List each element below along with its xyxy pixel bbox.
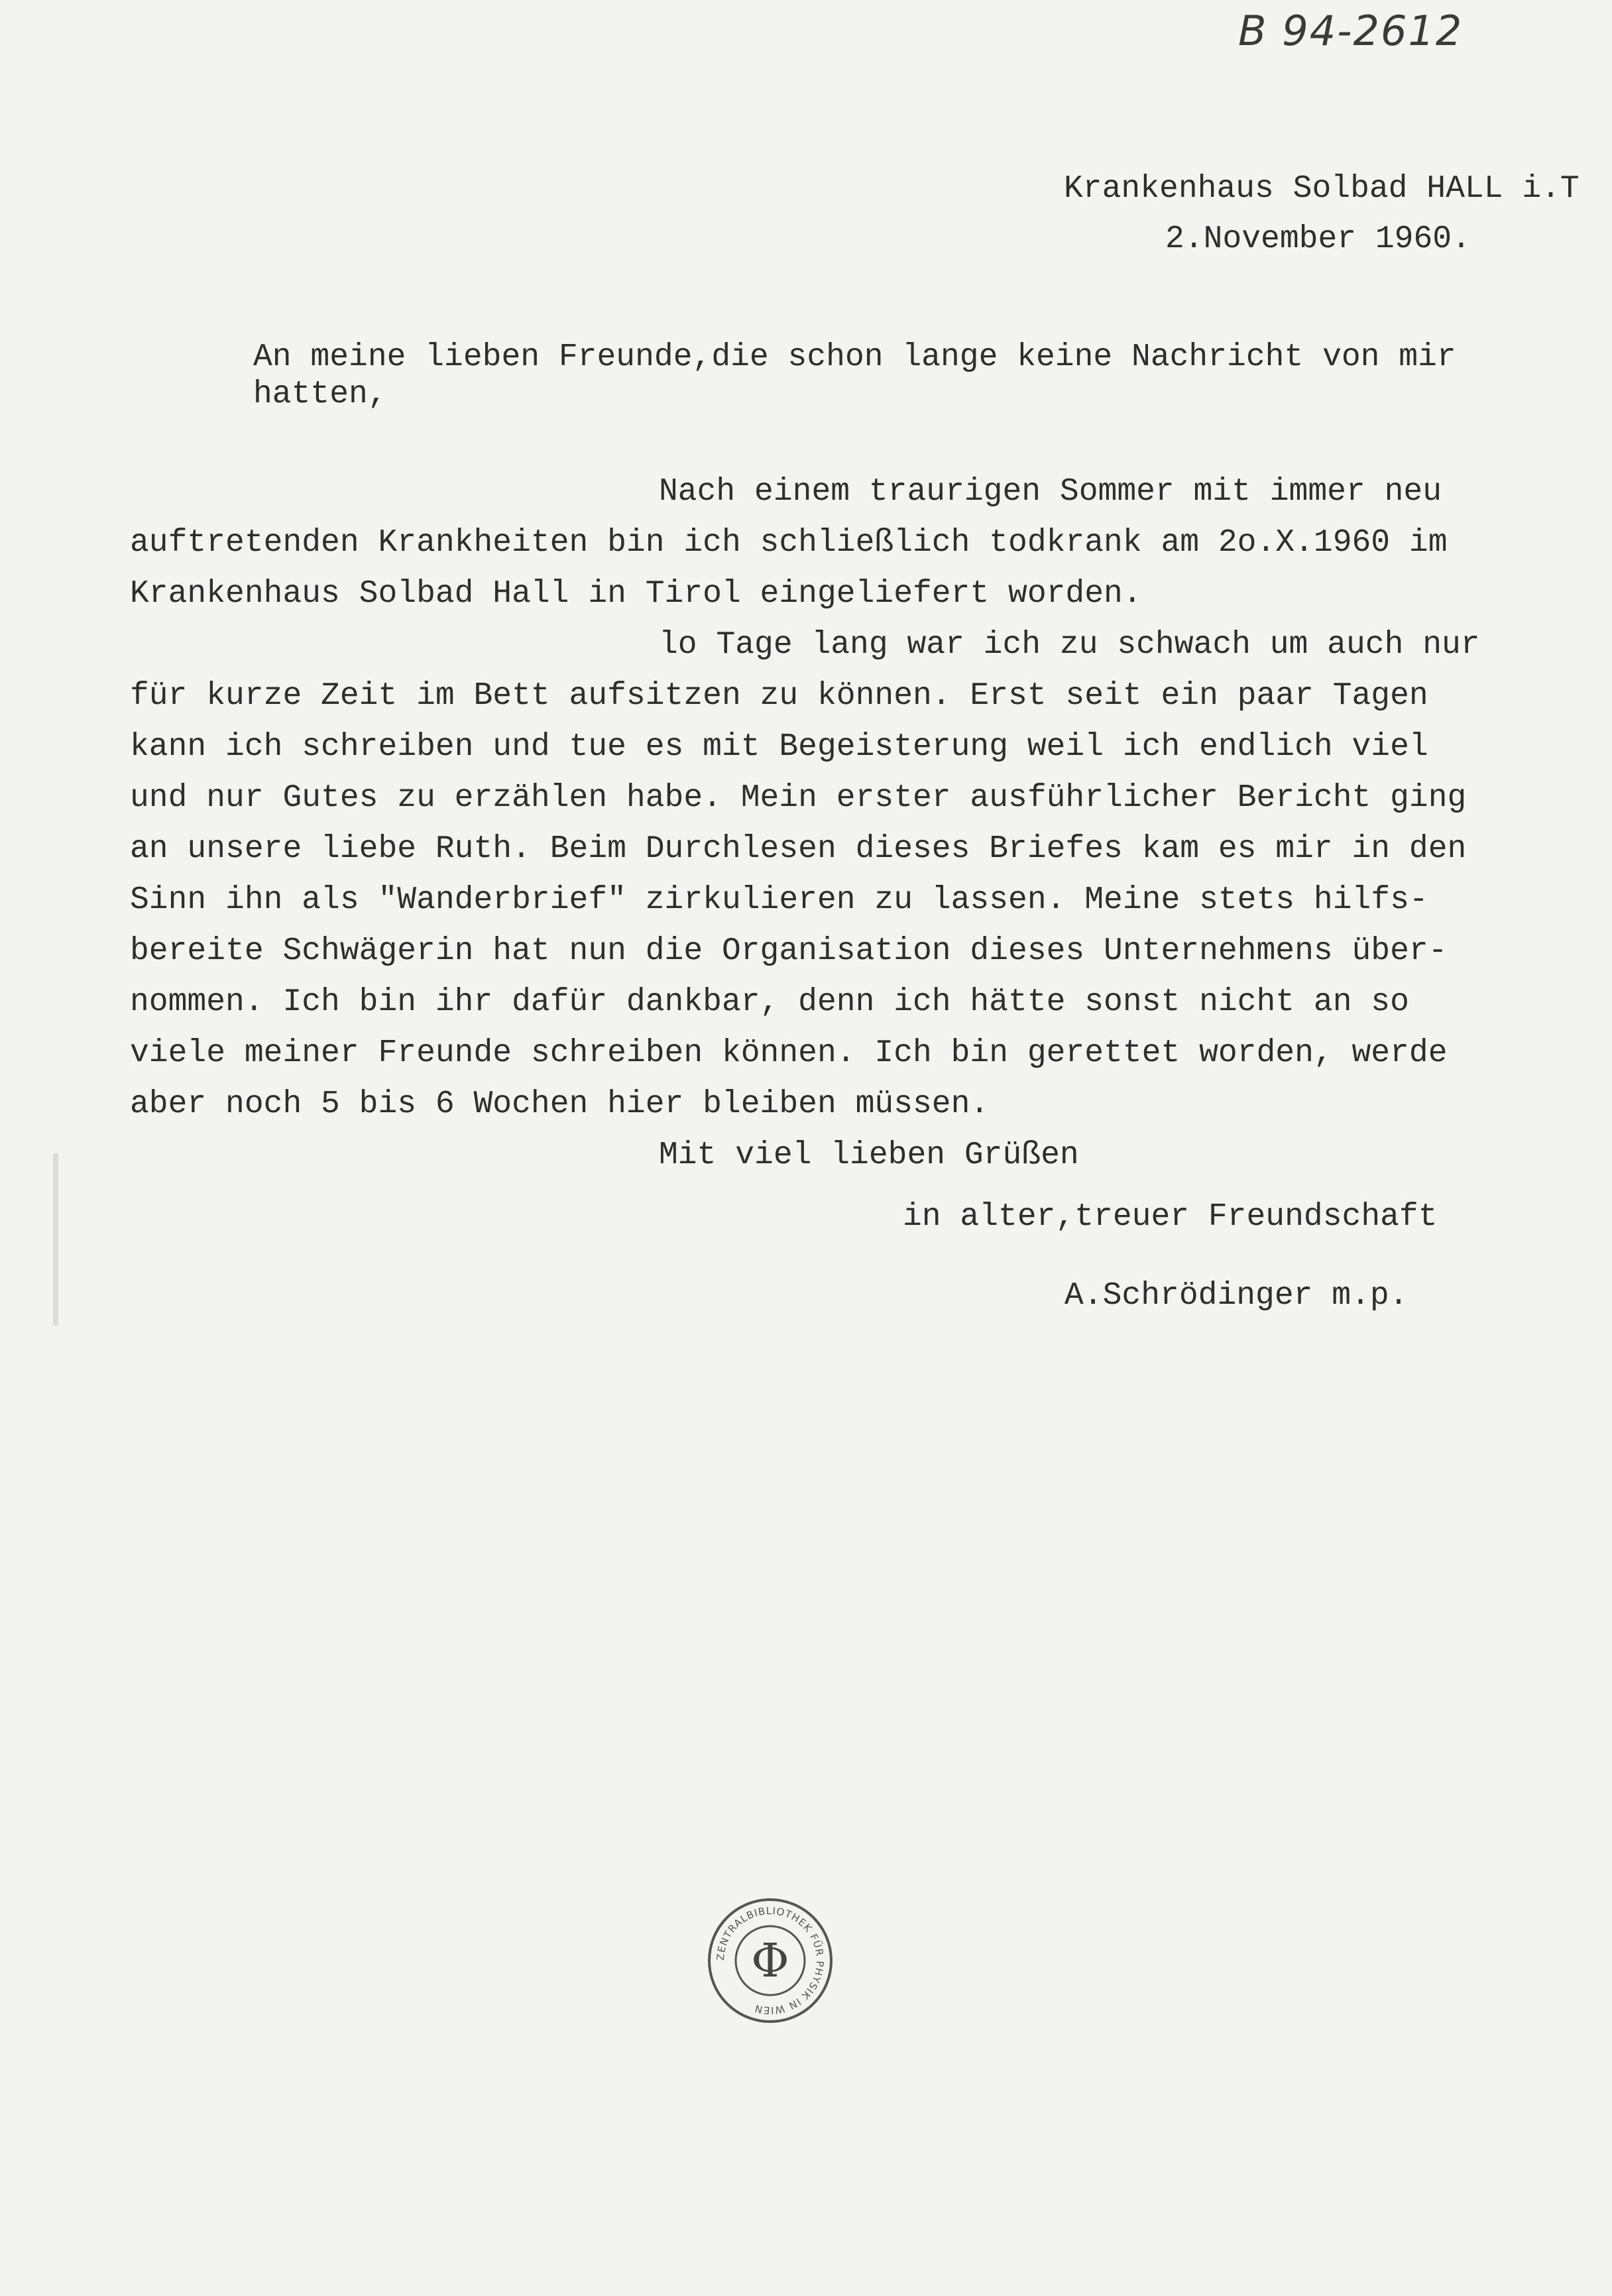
stamp-ring-text: ZENTRALBIBLIOTHEK FÜR PHYSIK IN WIEN xyxy=(714,1904,827,2017)
body-line: auftretenden Krankheiten bin ich schließlich todkrank am 2o.X.1960 im xyxy=(130,525,1448,561)
header-date: 2.November 1960. xyxy=(1165,221,1471,257)
body-line: Nach einem traurigen Sommer mit immer neu xyxy=(659,474,1442,510)
body-line: nommen. Ich bin ihr dafür dankbar, denn ich hätte sonst nicht an so xyxy=(130,984,1409,1020)
signature: A.Schrödinger m.p. xyxy=(1065,1278,1409,1314)
body-line: aber noch 5 bis 6 Wochen hier bleiben müssen. xyxy=(130,1086,990,1122)
header-place: Krankenhaus Solbad HALL i.T xyxy=(1064,171,1580,207)
body-line: bereite Schwägerin hat nun die Organisation dieses Unternehmens über- xyxy=(130,933,1448,969)
body-line: an unsere liebe Ruth. Beim Durchlesen dieses Briefes kam es mir in den xyxy=(130,831,1467,867)
closing-friendship: in alter,treuer Freundschaft xyxy=(903,1199,1438,1235)
body-line: Krankenhaus Solbad Hall in Tirol eingeliefert worden. xyxy=(130,576,1142,612)
library-stamp xyxy=(704,1894,836,2027)
body-line: kann ich schreiben und tue es mit Begeisterung weil ich endlich viel xyxy=(130,729,1428,765)
archive-number: B 94-2612 xyxy=(1238,7,1464,55)
salutation-line: An meine lieben Freunde,die schon lange keine Nachricht von mir xyxy=(253,339,1456,375)
body-line: viele meiner Freunde schreiben können. Ich bin gerettet worden, werde xyxy=(130,1035,1448,1071)
body-line: lo Tage lang war ich zu schwach um auch nur xyxy=(659,627,1480,663)
closing-greeting: Mit viel lieben Grüßen xyxy=(659,1137,1079,1173)
stamp-symbol: Φ xyxy=(751,1933,789,1988)
body-line: für kurze Zeit im Bett aufsitzen zu können. Erst seit ein paar Tagen xyxy=(130,678,1428,714)
salutation-line: hatten, xyxy=(253,376,387,412)
paper-fold-mark xyxy=(53,1153,58,1326)
body-line: und nur Gutes zu erzählen habe. Mein erster ausführlicher Bericht ging xyxy=(130,780,1467,816)
body-line: Sinn ihn als "Wanderbrief" zirkulieren zu lassen. Meine stets hilfs- xyxy=(130,882,1428,918)
